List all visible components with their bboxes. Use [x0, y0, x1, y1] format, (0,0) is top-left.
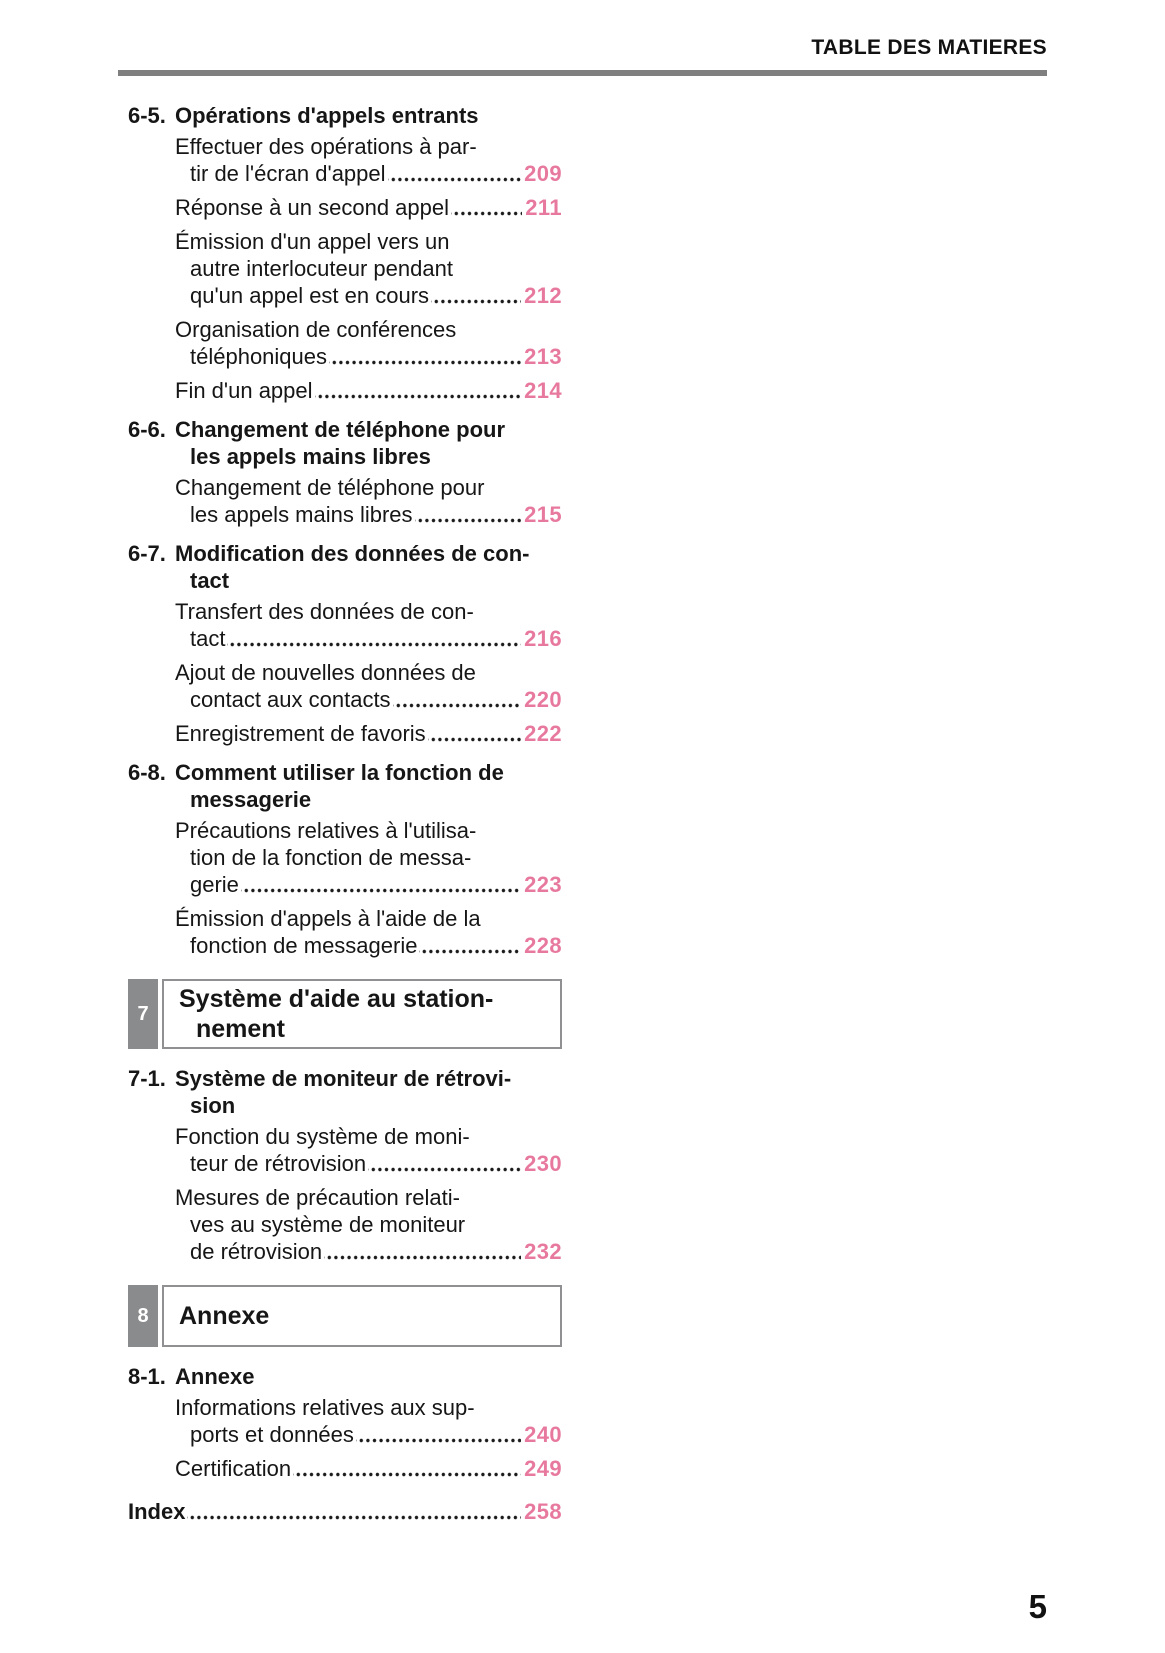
entry-text-line: Enregistrement de favoris: [175, 721, 426, 746]
entry-text-line: Transfert des données de con-: [175, 599, 474, 624]
toc-entry: [175, 474, 562, 528]
entry-text-line: Ajout de nouvelles données de: [175, 660, 476, 685]
chapter-title-line: Annexe: [179, 1302, 270, 1330]
toc-entry: [175, 1123, 562, 1177]
toc-entry: [175, 228, 562, 309]
leader-dots: [356, 1421, 521, 1448]
leader-dots: [431, 282, 521, 309]
section-title-line: sion: [190, 1093, 236, 1118]
toc-section: [128, 1363, 562, 1482]
entry-text-line: Fonction du système de moni-: [175, 1124, 470, 1149]
entry-last-line: [175, 1421, 562, 1448]
entry-last-line: [175, 932, 562, 959]
toc-entry: [175, 1394, 562, 1448]
page-number: 214: [524, 378, 562, 403]
entry-last-line: [175, 1238, 562, 1265]
entry-text-line: de rétrovision: [190, 1239, 323, 1264]
page-number: 212: [524, 283, 562, 308]
section-heading: [128, 540, 562, 594]
entry-text-line: autre interlocuteur pendant: [190, 256, 453, 281]
section-title-line: Annexe: [175, 1364, 255, 1389]
page-number: 240: [524, 1422, 562, 1447]
section-heading: [128, 1363, 562, 1390]
section-title-line: Système de moniteur de rétrovi-: [175, 1066, 512, 1091]
leader-dots: [428, 720, 521, 747]
entry-text-line: téléphoniques: [190, 344, 328, 369]
entry-last-line: [175, 871, 562, 898]
toc-section: [128, 759, 562, 959]
toc-entry: [175, 377, 562, 404]
page-number: 232: [524, 1239, 562, 1264]
section-title-line: Changement de téléphone pour: [175, 417, 506, 442]
section-heading: [128, 759, 562, 813]
entry-text-line: les appels mains libres: [190, 502, 413, 527]
leader-dots: [451, 194, 522, 221]
chapter-title-line: nement: [196, 1015, 285, 1043]
leader-dots: [241, 871, 521, 898]
leader-dots: [187, 1498, 521, 1525]
page-number: 216: [524, 626, 562, 651]
section-heading: [128, 416, 562, 470]
entry-text-line: Émission d'appels à l'aide de la: [175, 906, 481, 931]
section-number: 8-1.: [128, 1364, 166, 1389]
index-entry: [128, 1498, 562, 1525]
leader-dots: [227, 625, 521, 652]
entry-last-line: [175, 686, 562, 713]
section-title: [175, 102, 562, 129]
entry-last-line: [175, 720, 562, 747]
toc-entry: [175, 133, 562, 187]
section-title-line: Modification des données de con-: [175, 541, 530, 566]
section-heading: [128, 1065, 562, 1119]
toc-content: [128, 102, 562, 1525]
leader-dots: [315, 377, 522, 404]
entry-last-line: [175, 501, 562, 528]
entry-text-line: ports et données: [190, 1422, 354, 1447]
entry-last-line: [175, 194, 562, 221]
entry-last-line: [175, 343, 562, 370]
entry-text-line: teur de rétrovision: [190, 1151, 367, 1176]
page-number: 258: [524, 1499, 562, 1524]
page-number: 249: [524, 1456, 562, 1481]
leader-dots: [293, 1455, 521, 1482]
section-title: [175, 416, 562, 470]
toc-section: [128, 102, 562, 404]
entry-text-line: tir de l'écran d'appel: [190, 161, 386, 186]
page-number: 220: [524, 687, 562, 712]
toc-entry: [175, 659, 562, 713]
chapter-title-box: [162, 979, 562, 1049]
toc-entry: [175, 1455, 562, 1482]
toc-section: [128, 416, 562, 528]
entry-last-line: [175, 625, 562, 652]
entry-text-line: tion de la fonction de messa-: [190, 845, 472, 870]
chapter-number-badge: 8: [128, 1285, 158, 1347]
entry-text-line: Précautions relatives à l'utilisa-: [175, 818, 477, 843]
entry-text-line: Réponse à un second appel: [175, 195, 449, 220]
toc-entry: [175, 817, 562, 898]
leader-dots: [324, 1238, 521, 1265]
chapter-banner: [128, 979, 562, 1049]
chapter-title-box: [162, 1285, 562, 1347]
chapter-title-line: Système d'aide au station-: [179, 985, 494, 1013]
page-header-title: TABLE DES MATIERES: [811, 36, 1047, 59]
entry-text-line: ves au système de moniteur: [190, 1212, 466, 1237]
section-title: [175, 540, 562, 594]
entry-text-line: qu'un appel est en cours: [190, 283, 430, 308]
leader-dots: [393, 686, 522, 713]
section-title-line: Comment utiliser la fonction de: [175, 760, 504, 785]
section-title: [175, 1363, 562, 1390]
entry-text-line: Informations relatives aux sup-: [175, 1395, 475, 1420]
page-number: 228: [524, 933, 562, 958]
section-title-line: messagerie: [190, 787, 312, 812]
page-number: 211: [525, 195, 562, 220]
entry-text-line: tact: [190, 626, 226, 651]
toc-entry: [175, 598, 562, 652]
section-title-line: les appels mains libres: [190, 444, 431, 469]
leader-dots: [415, 501, 522, 528]
section-number: 6-6.: [128, 417, 166, 442]
chapter-banner: [128, 1285, 562, 1347]
toc-section: [128, 1065, 562, 1265]
leader-dots: [329, 343, 521, 370]
entry-text-line: Organisation de conférences: [175, 317, 457, 342]
footer-page-number: 5: [1028, 1588, 1047, 1625]
section-number: 7-1.: [128, 1066, 166, 1091]
header-rule: [118, 70, 1047, 76]
page-number: 223: [524, 872, 562, 897]
entry-last-line: [175, 282, 562, 309]
toc-entry: [175, 316, 562, 370]
page-number: 215: [524, 502, 562, 527]
entry-last-line: [175, 1150, 562, 1177]
toc-entry: [175, 194, 562, 221]
entry-text-line: gerie: [190, 872, 239, 897]
section-title-line: tact: [190, 568, 230, 593]
toc-entry: [175, 905, 562, 959]
entry-text-line: Émission d'un appel vers un: [175, 229, 450, 254]
toc-entry: [175, 1184, 562, 1265]
index-label: Index: [128, 1499, 186, 1524]
leader-dots: [368, 1150, 521, 1177]
section-number: 6-5.: [128, 103, 166, 128]
entry-text-line: contact aux contacts: [190, 687, 391, 712]
entry-text-line: Effectuer des opérations à par-: [175, 134, 477, 159]
entry-last-line: [175, 1455, 562, 1482]
page-number: 209: [524, 161, 562, 186]
section-title: [175, 759, 562, 813]
page-number: 230: [524, 1151, 562, 1176]
page-number: 213: [524, 344, 562, 369]
section-number: 6-7.: [128, 541, 166, 566]
section-number: 6-8.: [128, 760, 166, 785]
entry-last-line: [175, 377, 562, 404]
section-title: [175, 1065, 562, 1119]
entry-text-line: Mesures de précaution relati-: [175, 1185, 460, 1210]
toc-section: [128, 540, 562, 747]
page-number: 222: [524, 721, 562, 746]
section-heading: [128, 102, 562, 129]
leader-dots: [419, 932, 521, 959]
leader-dots: [388, 160, 522, 187]
entry-text-line: Changement de téléphone pour: [175, 475, 485, 500]
toc-entry: [175, 720, 562, 747]
section-title-line: Opérations d'appels entrants: [175, 103, 479, 128]
entry-last-line: [175, 160, 562, 187]
entry-text-line: Fin d'un appel: [175, 378, 313, 403]
entry-text-line: Certification: [175, 1456, 292, 1481]
entry-text-line: fonction de messagerie: [190, 933, 418, 958]
chapter-number-badge: 7: [128, 979, 158, 1049]
